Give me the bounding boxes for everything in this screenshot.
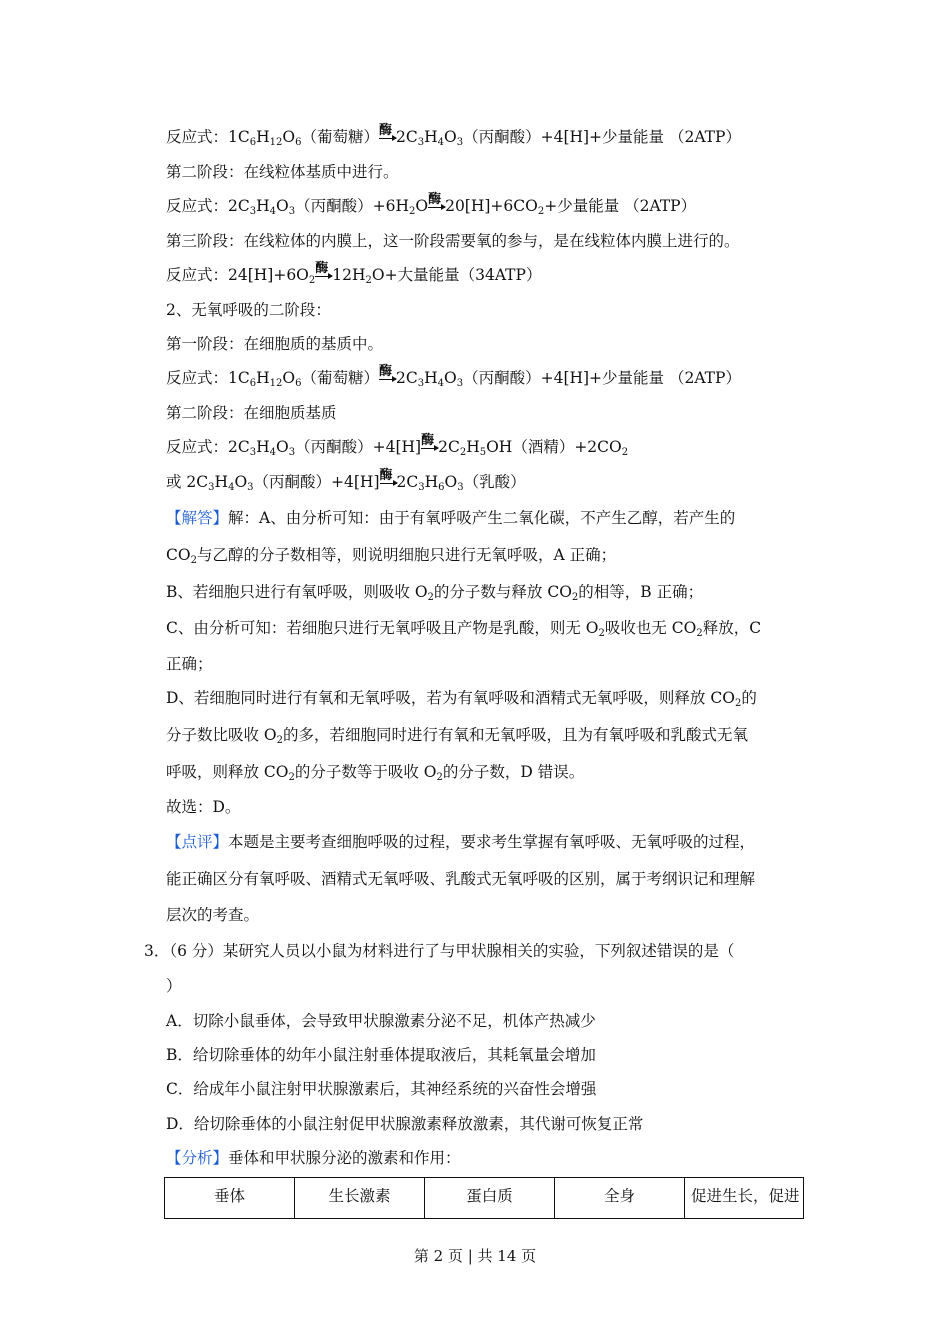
reaction-line: 反应式：$2C_3H_4O_3$（丙酮酸）$+6H_2O$ 酶 $20[H]+6CO_2+$少量能量 （2ATP） bbox=[166, 192, 697, 217]
option-b: B．给切除垂体的幼年小鼠注射垂体提取液后，其耗氧量会增加 bbox=[166, 1046, 596, 1064]
analysis-line: 【分析】垂体和甲状腺分泌的激素和作用： bbox=[166, 1149, 461, 1167]
answer-line: $CO_2$与乙醇的分子数相等，则说明细胞只进行无氧呼吸，A 正确； bbox=[166, 546, 617, 566]
table-cell: 垂体 bbox=[165, 1178, 295, 1219]
answer-line: D、若细胞同时进行有氧和无氧呼吸，若为有氧呼吸和酒精式无氧呼吸，则释放 $CO_2$的 bbox=[166, 689, 757, 709]
enzyme-arrow: 酶 bbox=[380, 472, 397, 492]
option-a: A．切除小鼠垂体，会导致甲状腺激素分泌不足，机体产热减少 bbox=[166, 1012, 596, 1030]
answer-line: B、若细胞只进行有氧呼吸，则吸收 $O_2$的分子数与释放 $CO_2$的相等，B 正确； bbox=[166, 583, 704, 603]
question-stem: 3．（6 分）某研究人员以小鼠为材料进行了与甲状腺相关的实验，下列叙述错误的是（ bbox=[144, 942, 735, 960]
table-row bbox=[165, 1178, 804, 1219]
stage-text: 第三阶段：在线粒体的内膜上，这一阶段需要氧的参与，是在线粒体内膜上进行的。 bbox=[166, 232, 740, 250]
enzyme-arrow: 酶 bbox=[315, 265, 332, 285]
comment-tag: 【点评】 bbox=[166, 833, 229, 851]
enzyme-arrow: 酶 bbox=[379, 127, 396, 147]
option-c: C．给成年小鼠注射甲状腺激素后，其神经系统的兴奋性会增强 bbox=[166, 1080, 597, 1098]
table-cell: 促进生长，促进 bbox=[685, 1178, 804, 1219]
question-stem-end: ） bbox=[166, 977, 182, 995]
answer-line: 正确； bbox=[166, 655, 213, 673]
answer-tag: 【解答】 bbox=[166, 509, 229, 527]
reaction-line: 反应式：$1C_6H_{12}O_6$（葡萄糖） 酶 $2C_3H_4O_3$（丙酮酸）+4[H]+少量能量 （2ATP） bbox=[166, 123, 741, 148]
comment-line: 能正确区分有氧呼吸、酒精式无氧呼吸、乳酸式无氧呼吸的区别，属于考纲识记和理解 bbox=[166, 870, 756, 888]
option-d: D．给切除垂体的小鼠注射促甲状腺激素释放激素，其代谢可恢复正常 bbox=[166, 1115, 644, 1133]
page-footer: 第 2 页 | 共 14 页 bbox=[413, 1247, 537, 1265]
reaction-line: 反应式：$24[H]+6O_2$ 酶 $12H_2O+$大量能量（34ATP） bbox=[166, 261, 542, 286]
final-choice: 故选：D。 bbox=[166, 798, 241, 816]
stage-text: 第二阶段：在细胞质基质 bbox=[166, 404, 337, 422]
comment-line: 【点评】本题是主要考查细胞呼吸的过程，要求考生掌握有氧呼吸、无氧呼吸的过程， bbox=[166, 833, 756, 851]
enzyme-arrow: 酶 bbox=[421, 437, 438, 457]
reaction-line: 或 $2C_3H_4O_3$（丙酮酸）+4[H] 酶 $2C_3H_6O_3$（乳酸） bbox=[166, 468, 526, 493]
reaction-line: 反应式：$1C_6H_{12}O_6$（葡萄糖） 酶 $2C_3H_4O_3$（丙酮酸）+4[H]+少量能量 （2ATP） bbox=[166, 364, 741, 389]
enzyme-arrow: 酶 bbox=[379, 368, 396, 388]
stage-text: 第一阶段：在细胞质的基质中。 bbox=[166, 335, 384, 353]
answer-line: C、由分析可知：若细胞只进行无氧呼吸且产物是乳酸，则无 $O_2$吸收也无 $CO_2$释放，C bbox=[166, 619, 762, 639]
answer-line: 【解答】解：A、由分析可知：由于有氧呼吸产生二氧化碳，不产生乙醇，若产生的 bbox=[166, 509, 736, 527]
stage-text: 第二阶段：在线粒体基质中进行。 bbox=[166, 163, 399, 181]
table-cell: 全身 bbox=[555, 1178, 685, 1219]
reaction-line: 反应式：$2C_3H_4O_3$（丙酮酸）+4[H] 酶 $2C_2H_5OH$（酒精）$+2CO_2$ bbox=[166, 433, 629, 458]
answer-line: 呼吸，则释放 $CO_2$的分子数等于吸收 $O_2$的分子数，D 错误。 bbox=[166, 763, 585, 783]
hormone-table bbox=[164, 1177, 804, 1219]
section-heading: 2、无氧呼吸的二阶段： bbox=[166, 301, 331, 319]
table-cell: 生长激素 bbox=[295, 1178, 425, 1219]
enzyme-arrow: 酶 bbox=[428, 196, 445, 216]
comment-line: 层次的考查。 bbox=[166, 906, 260, 924]
analysis-tag: 【分析】 bbox=[166, 1149, 229, 1167]
table-cell: 蛋白质 bbox=[425, 1178, 555, 1219]
answer-line: 分子数比吸收 $O_2$的多，若细胞同时进行有氧和无氧呼吸，且为有氧呼吸和乳酸式无氧 bbox=[166, 726, 749, 746]
